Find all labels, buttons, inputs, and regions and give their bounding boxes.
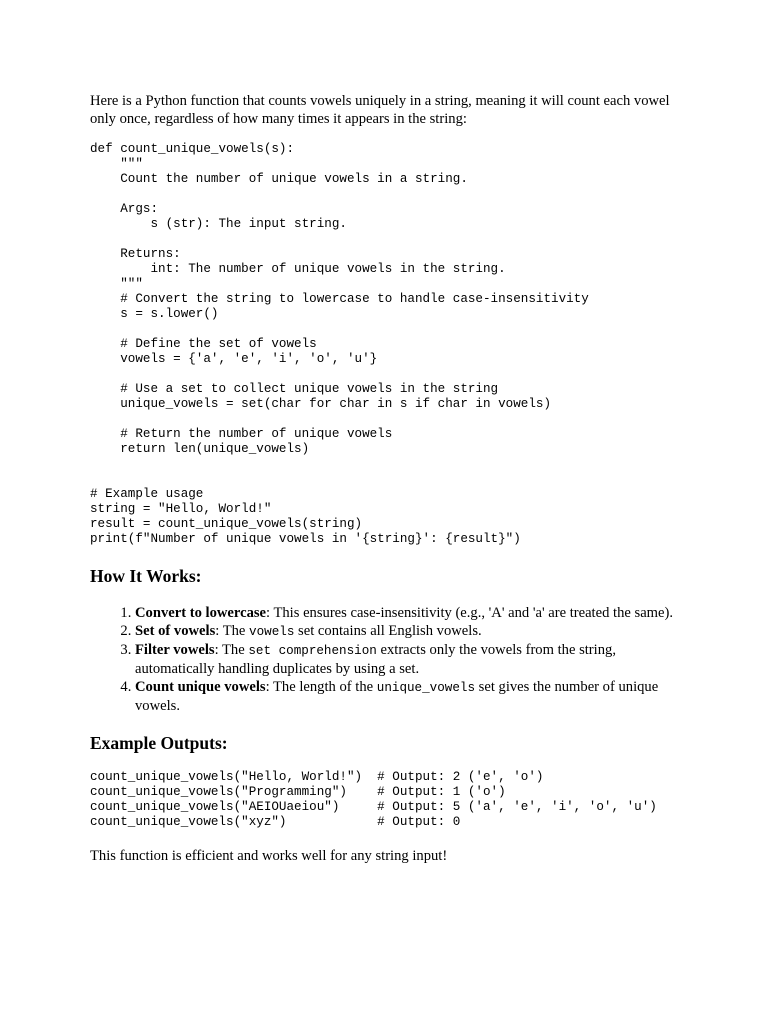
steps-list — [90, 604, 690, 715]
step-title: Filter vowels — [135, 642, 215, 658]
step-title: Convert to lowercase — [135, 605, 267, 621]
list-item — [135, 604, 690, 622]
closing-paragraph: This function is efficient and works well for any string input! — [90, 848, 448, 864]
step-text: extracts only the vowels from the string, automatically handling duplicates by using a set. — [135, 642, 616, 677]
document — [90, 92, 690, 865]
step-title: Count unique vowels — [135, 679, 266, 695]
inline-code: set comprehension — [248, 644, 377, 658]
step-text: set contains all English vowels. — [294, 623, 482, 639]
list-item — [135, 622, 690, 641]
intro-paragraph: Here is a Python function that counts vowels uniquely in a string, meaning it will count each vowel only once, regardless of how many times it appears in the string: — [90, 93, 670, 127]
code-block-examples: count_unique_vowels("Hello, World!") # Output: 2 ('e', 'o') count_unique_vowels("Programming") # Output: 1 ('o') count_unique_vowels("AEIOUaeiou") # Output: 5 ('a', 'e', 'i', 'o', 'u') count_unique_vowels("xyz") # Output: 0 — [90, 770, 657, 829]
step-text: : The — [214, 642, 249, 658]
step-text: set gives the number of unique vowels. — [135, 679, 659, 714]
inline-code: unique_vowels — [376, 681, 476, 695]
how-it-works-heading: How It Works: — [90, 566, 202, 586]
example-outputs-heading: Example Outputs: — [90, 733, 228, 753]
list-item — [135, 678, 690, 715]
step-text: : This ensures case-insensitivity (e.g., 'A' and 'a' are treated the same). — [266, 605, 674, 621]
step-title: Set of vowels — [135, 623, 216, 639]
inline-code: vowels — [249, 625, 295, 639]
step-text: : The — [215, 623, 250, 639]
list-item — [135, 641, 690, 678]
code-block-function: def count_unique_vowels(s): """ Count the number of unique vowels in a string. Args: s (str): The input string. Returns: int: The number of unique vowels in the string. """ # Convert the string to lowercase to handle case-insensitivity s = s.lower() # Define the set of vowels vowels = {'a', 'e', 'i', 'o', 'u'} # Use a set to collect unique vowels in the string unique_vowels = set(char for char in s if char in vowels) # Return the number of unique vowels return len(unique_vowels) # Example usage string = "Hello, World!" result = count_unique_vowels(string) print(f"Number of unique vowels in '{string}': {result}") — [90, 142, 589, 546]
step-text: : The length of the — [265, 679, 377, 695]
